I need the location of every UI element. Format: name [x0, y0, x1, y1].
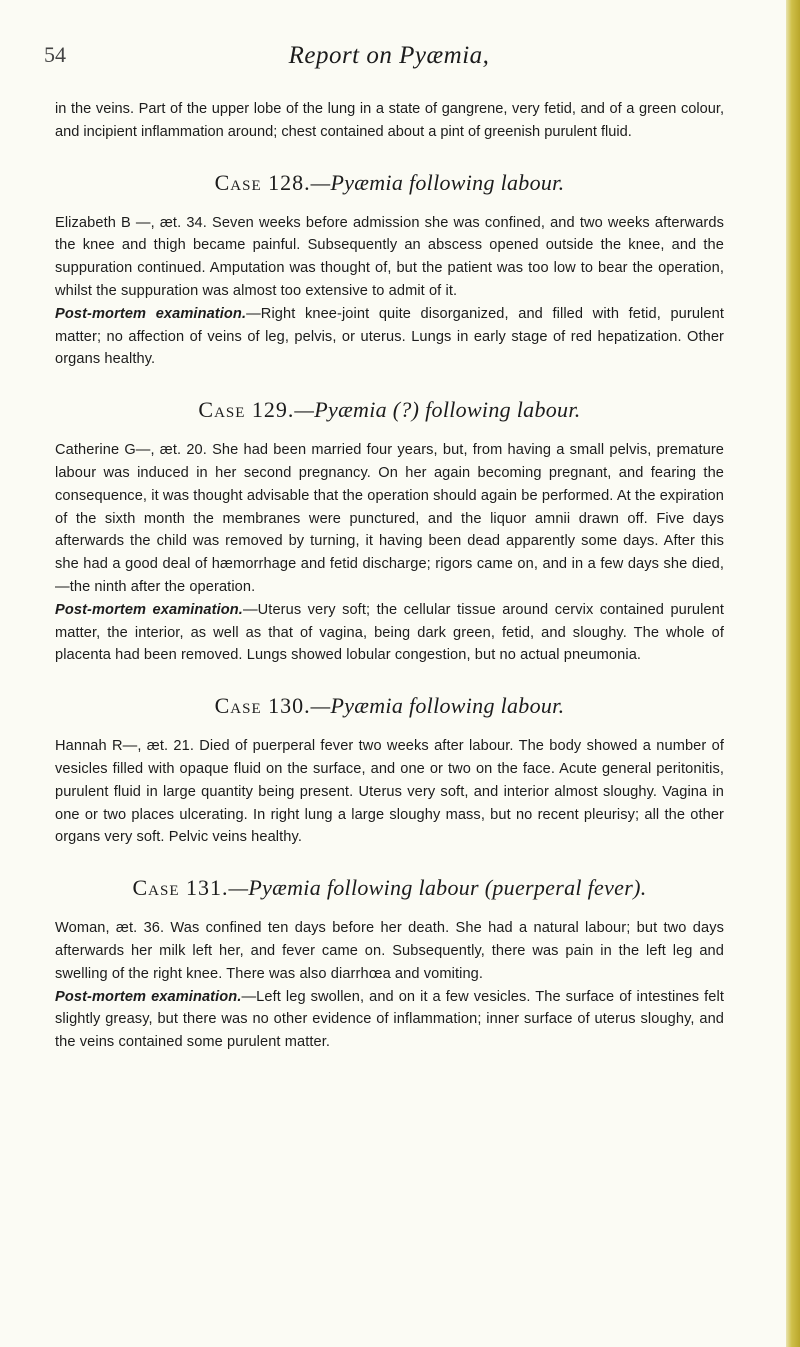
case-title: —Pyæmia (?) following labour. — [294, 397, 581, 423]
case-body — [55, 439, 724, 667]
post-mortem-text: —Right knee-joint quite disorganized, and filled with fetid, purulent matter; no affection of veins of leg, pelvis, or uterus. Lungs in early stage of red hepatization. Other organs healthy. — [55, 305, 724, 368]
case-131 — [55, 875, 724, 1054]
case-129 — [55, 397, 724, 667]
case-128 — [55, 170, 724, 372]
intro-paragraph: in the veins. Part of the upper lobe of the lung in a state of gangrene, very fetid, and of a green colour, and incipient inflammation around; chest contained about a pint of greenish purulent fluid. — [55, 101, 724, 140]
post-mortem-label: Post-mortem examination. — [55, 601, 243, 618]
case-label: Case 130. — [214, 693, 311, 719]
case-history: Hannah R—, æt. 21. Died of puerperal fever two weeks after labour. The body showed a number of vesicles filled with opaque fluid on the surface, and one or two on the face. Acute general peritonitis, purulent fluid in large quantity being present. Uterus very soft, and interior almost sloughy. Vagina in one or two places ulcerating. In right lung a large sloughy mass, but no recent pleurisy; all the other organs very soft. Pelvic veins healthy. — [55, 738, 724, 846]
case-history: Woman, æt. 36. Was confined ten days before her death. She had a natural labour; but two days afterwards her milk left her, and fever came on. Subsequently, there was pain in the left leg and swelling of the right knee. There was also diarrhœa and vomiting. — [55, 920, 724, 982]
page-body — [55, 98, 724, 1054]
case-body — [55, 917, 724, 1054]
post-mortem-label: Post-mortem examination. — [55, 305, 247, 322]
case-label: Case 131. — [132, 875, 229, 901]
case-label: Case 129. — [198, 397, 295, 423]
case-body — [55, 735, 724, 849]
page-edge — [786, 0, 800, 1347]
case-130 — [55, 693, 724, 849]
case-heading — [55, 875, 724, 901]
post-mortem-label: Post-mortem examination. — [55, 988, 242, 1005]
case-title: —Pyæmia following labour. — [310, 693, 565, 719]
case-heading — [55, 397, 724, 423]
post-mortem-paragraph — [55, 986, 724, 1054]
running-title: Report on Pyæmia, — [288, 42, 490, 69]
page-number: 54 — [44, 42, 66, 67]
case-title: —Pyæmia following labour (puerperal fever). — [228, 875, 647, 901]
post-mortem-text: —Uterus very soft; the cellular tissue around cervix contained purulent matter, the interior, as well as that of vagina, being dark green, fetid, and sloughy. The whole of placenta had been removed. Lungs showed lobular congestion, but no actual pneumonia. — [55, 601, 724, 664]
post-mortem-text: —Left leg swollen, and on it a few vesicles. The surface of intestines felt slightly greasy, but there was no other evidence of inflammation; inner surface of uterus sloughy, and the veins contained some purulent matter. — [55, 988, 725, 1051]
case-title: —Pyæmia following labour. — [310, 169, 565, 195]
case-heading — [55, 170, 724, 196]
case-label: Case 128. — [214, 169, 311, 195]
case-heading — [55, 693, 724, 719]
case-body — [55, 212, 724, 372]
running-head — [44, 42, 734, 82]
intro-section — [55, 98, 724, 144]
case-history: Catherine G—, æt. 20. She had been married four years, but, from having a small pelvis, premature labour was induced in her second pregnancy. On her again becoming pregnant, and fearing the consequence, it was thought advisable that the operation should again be performed. At the expiration of the sixth month the membranes were punctured, and the liquor amnii drawn off. Five days afterwards the child was removed by turning, it having been dead apparently some days. After this she had a good deal of hæmorrhage and fetid discharge; rigors came on, and in a few days she died,—the ninth after the operation. — [55, 442, 724, 595]
case-history: Elizabeth B —, æt. 34. Seven weeks before admission she was confined, and two weeks afterwards the knee and thigh became painful. Subsequently an abscess opened outside the knee, and the suppuration continued. Amputation was thought of, but the patient was too low to bear the operation, whilst the suppuration was almost too extensive to admit of it. — [55, 214, 724, 299]
post-mortem-paragraph — [55, 303, 724, 371]
post-mortem-paragraph — [55, 599, 724, 667]
